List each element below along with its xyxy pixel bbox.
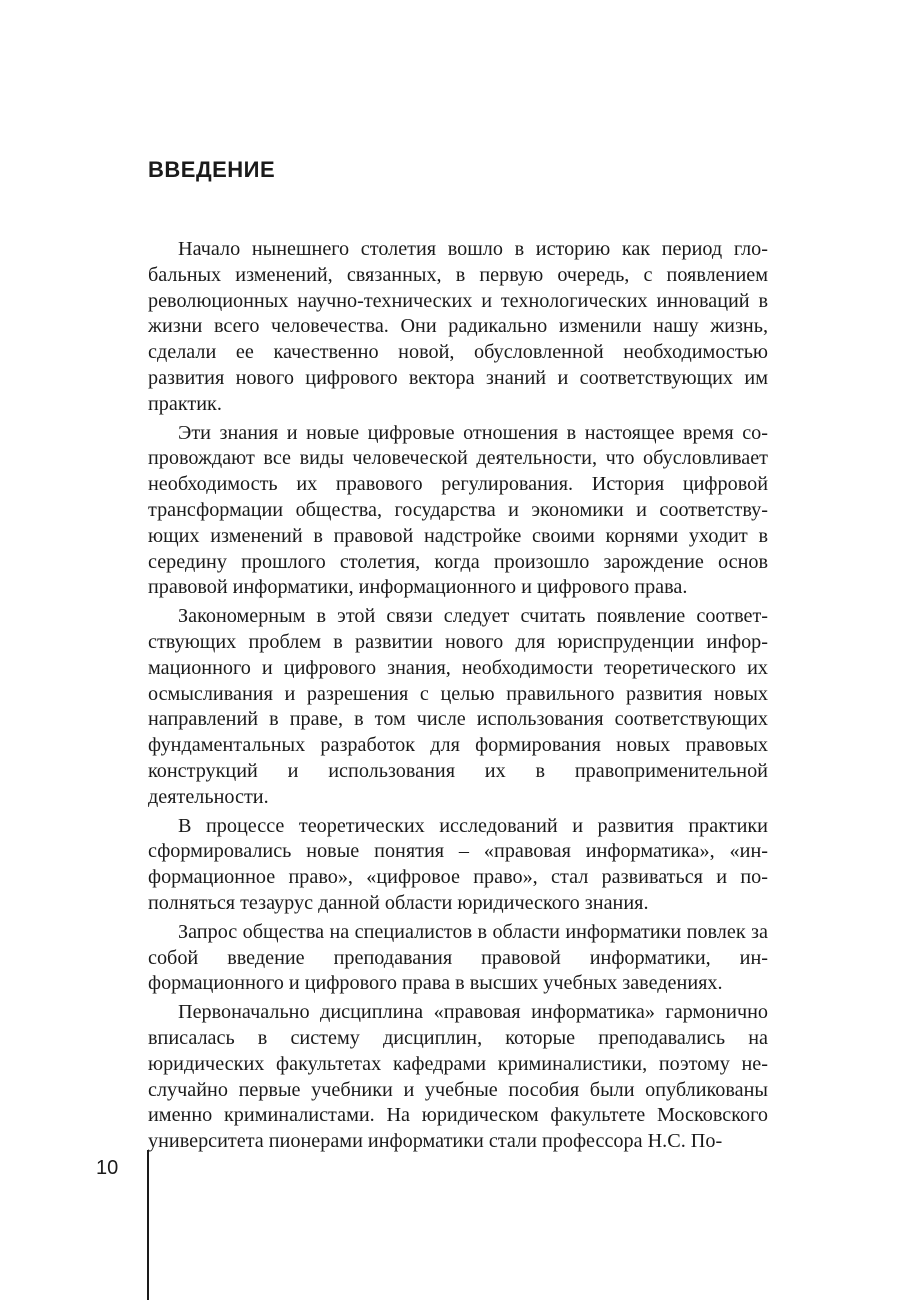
page-number: 10 [96,1157,119,1179]
paragraph: Закономерным в этой связи следует считать появление соответствующих проблем в развитии нового для юриспруденции информационного и цифрового знания, необходимости теоретического их осмысливания и разрешения с целью правильного развития новых направлений в праве, в том числе использования соответствующих фундаментальных разработок для формирования новых правовых конструкций и использования их в правоприменительной деятельности. [148,605,768,808]
paragraph: Запрос общества на специалистов в области информатики повлек за собой введение преподавания правовой информатики, информационного и цифрового права в высших учебных заведениях. [148,920,768,995]
paragraph: Эти знания и новые цифровые отношения в настоящее время сопровождают все виды человеческой деятельности, что обусловливает необходимость их правового регулирования. История цифровой трансформации общества, государства и экономики и соответствующих изменений в правовой надстройке своими корнями уходит в середину прошлого столетия, когда произошло зарождение основ правовой информатики, информационного и цифрового права. [148,421,768,599]
paragraph: Первоначально дисциплина «правовая информатика» гармонично вписалась в систему дисциплин, которые преподавались на юридических факультетах кафедрами криминалистики, поэтому неслучайно первые учебники и учебные пособия были опубликованы именно криминалистами. На юридическом факультете Московского университета пионерами информатики стали профессора Н.С. По- [148,1001,768,1153]
margin-rule [147,1150,149,1300]
paragraph: В процессе теоретических исследований и развития практики сформировались новые понятия – «правовая информатика», «информационное право», «цифровое право», стал развиваться и пополняться тезаурус данной области юридического знания. [148,814,768,914]
paragraph: Начало нынешнего столетия вошло в историю как период глобальных изменений, связанных, в первую очередь, с появлением революционных научно-технических и технологических инноваций в жизни всего человечества. Они радикально изменили нашу жизнь, сделали ее качественно новой, обусловленной необходимостью развития нового цифрового вектора знаний и соответствующих им практик. [148,238,768,415]
body-text [148,237,768,1158]
chapter-heading: ВВЕДЕНИЕ [148,157,276,182]
